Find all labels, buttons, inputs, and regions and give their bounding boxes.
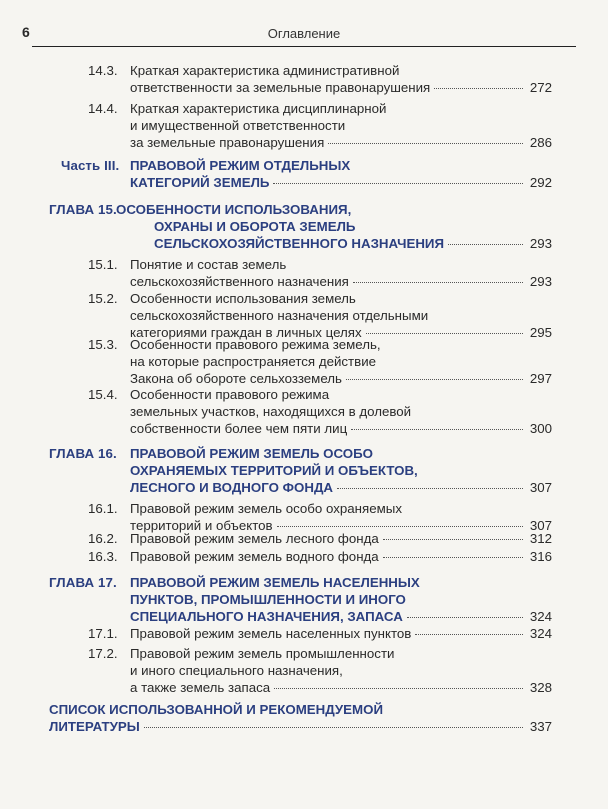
toc-entry-label: ГЛАВА 16. bbox=[49, 446, 117, 461]
toc-entry-title-line: КАТЕГОРИЙ ЗЕМЕЛЬ bbox=[130, 175, 270, 190]
toc-entry-label: 15.2. bbox=[88, 291, 118, 306]
toc-page-number: 300 bbox=[529, 421, 552, 436]
toc-entry bbox=[88, 100, 552, 151]
header-rule bbox=[32, 46, 576, 47]
toc-entry-title-line: за земельные правонарушения bbox=[130, 135, 325, 150]
toc-entry-title-line: земельных участков, находящихся в долевой bbox=[130, 404, 412, 419]
toc-entry-label: 16.2. bbox=[88, 531, 118, 546]
toc-page-number: 293 bbox=[529, 274, 552, 289]
toc-entry-title-line: Правовой режим земель промышленности bbox=[130, 646, 395, 661]
toc-entry-title-line: сельскохозяйственного назначения отдельными bbox=[130, 308, 429, 323]
toc-entry bbox=[88, 256, 552, 290]
dot-leader bbox=[448, 244, 523, 245]
toc-entry-title-line: территорий и объектов bbox=[130, 518, 273, 533]
toc-entry-title-line: и иного специального назначения, bbox=[130, 663, 343, 678]
dot-leader bbox=[383, 539, 523, 540]
toc-entry-title-line: ЛИТЕРАТУРЫ bbox=[49, 719, 140, 734]
toc-entry bbox=[88, 336, 552, 387]
toc-entry-title-line: категориями граждан в личных целях bbox=[130, 325, 362, 340]
toc-entry-title-line: Понятие и состав земель bbox=[130, 257, 287, 272]
toc-entry-label: 17.2. bbox=[88, 646, 118, 661]
toc-entry-title-line: ПРАВОВОЙ РЕЖИМ ЗЕМЕЛЬ ОСОБО bbox=[130, 446, 374, 461]
toc-page-number: 297 bbox=[529, 371, 552, 386]
toc-entry-title-line: СПИСОК ИСПОЛЬЗОВАННОЙ И РЕКОМЕНДУЕМОЙ bbox=[49, 702, 384, 717]
toc-entry-title-line: ПУНКТОВ, ПРОМЫШЛЕННОСТИ И ИНОГО bbox=[130, 592, 406, 607]
toc-entry-title-line: ОХРАНЯЕМЫХ ТЕРРИТОРИЙ И ОБЪЕКТОВ, bbox=[130, 463, 418, 478]
toc-entry bbox=[88, 530, 552, 547]
toc-entry-title-line: собственности более чем пяти лиц bbox=[130, 421, 348, 436]
toc-entry bbox=[88, 645, 552, 696]
toc-entry-title-line: а также земель запаса bbox=[130, 680, 271, 695]
toc-entry bbox=[88, 62, 552, 96]
page-number: 6 bbox=[22, 24, 30, 40]
toc-page-number: 328 bbox=[529, 680, 552, 695]
dot-leader bbox=[353, 282, 523, 283]
toc-entry bbox=[88, 500, 552, 534]
toc-entry-label: Часть III. bbox=[61, 158, 120, 173]
toc-page-number: 312 bbox=[529, 531, 552, 546]
toc-chapter-heading bbox=[49, 574, 552, 625]
dot-leader bbox=[337, 488, 523, 489]
toc-entry-label: 16.3. bbox=[88, 549, 118, 564]
toc-entry-title-line: Правовой режим земель особо охраняемых bbox=[130, 501, 402, 516]
toc-entry-title-line: Правовой режим земель водного фонда bbox=[130, 549, 379, 564]
toc-entry-title-line: Краткая характеристика административной bbox=[130, 63, 400, 78]
toc-entry bbox=[88, 548, 552, 565]
toc-entry-title-line: ПРАВОВОЙ РЕЖИМ ЗЕМЕЛЬ НАСЕЛЕННЫХ bbox=[130, 575, 420, 590]
toc-entry-label: 15.1. bbox=[88, 257, 118, 272]
dot-leader bbox=[274, 688, 523, 689]
toc-entry-label: 14.3. bbox=[88, 63, 118, 78]
dot-leader bbox=[144, 727, 523, 728]
toc-entry-title-line: на которые распространяется действие bbox=[130, 354, 377, 369]
running-header-title: Оглавление bbox=[267, 26, 341, 41]
toc-page-number: 272 bbox=[529, 80, 552, 95]
toc-page-number: 286 bbox=[529, 135, 552, 150]
toc-entry-label: 16.1. bbox=[88, 501, 118, 516]
toc-page-number: 324 bbox=[529, 626, 552, 641]
toc-entry-title-line: ЛЕСНОГО И ВОДНОГО ФОНДА bbox=[130, 480, 334, 495]
toc-entry-label: 15.4. bbox=[88, 387, 118, 402]
toc-entry-title-line: Особенности правового режима bbox=[130, 387, 330, 402]
toc-entry-title-line: Особенности правового режима земель, bbox=[130, 337, 381, 352]
toc-entry-title-line: и имущественной ответственности bbox=[130, 118, 346, 133]
toc-entry-label: 15.3. bbox=[88, 337, 118, 352]
toc-bibliography-heading bbox=[49, 701, 552, 735]
toc-entry-title-line: сельскохозяйственного назначения bbox=[130, 274, 349, 289]
toc-entry-label: ГЛАВА 15. bbox=[49, 202, 117, 217]
toc-page-number: 293 bbox=[529, 236, 552, 251]
toc-entry-label: 17.1. bbox=[88, 626, 118, 641]
dot-leader bbox=[328, 143, 523, 144]
dot-leader bbox=[434, 88, 523, 89]
toc-entry bbox=[88, 625, 552, 642]
toc-entry-title-line: Правовой режим земель лесного фонда bbox=[130, 531, 379, 546]
toc-page-number: 316 bbox=[529, 549, 552, 564]
toc-entry-title-line: СЕЛЬСКОХОЗЯЙСТВЕННОГО НАЗНАЧЕНИЯ bbox=[154, 236, 445, 251]
toc-chapter-heading bbox=[49, 201, 552, 252]
toc-entry-title-line: ОСОБЕННОСТИ ИСПОЛЬЗОВАНИЯ, bbox=[116, 202, 352, 217]
toc-entry-title-line: ПРАВОВОЙ РЕЖИМ ОТДЕЛЬНЫХ bbox=[130, 158, 351, 173]
toc-page-number: 307 bbox=[529, 480, 552, 495]
dot-leader bbox=[415, 634, 523, 635]
dot-leader bbox=[346, 379, 523, 380]
toc-page-number: 307 bbox=[529, 518, 552, 533]
toc-entry-title-line: Правовой режим земель населенных пунктов bbox=[130, 626, 412, 641]
toc-page-number: 324 bbox=[529, 609, 552, 624]
dot-leader bbox=[366, 333, 523, 334]
toc-part-heading bbox=[61, 157, 552, 191]
toc-page-number: 295 bbox=[529, 325, 552, 340]
toc-entry bbox=[88, 386, 552, 437]
dot-leader bbox=[273, 183, 523, 184]
dot-leader bbox=[407, 617, 523, 618]
toc-entry-title-line: ответственности за земельные правонарушения bbox=[130, 80, 431, 95]
toc-entry bbox=[88, 290, 552, 341]
toc-entry-title-line: Закона об обороте сельхозземель bbox=[130, 371, 342, 386]
toc-entry-title-line: СПЕЦИАЛЬНОГО НАЗНАЧЕНИЯ, ЗАПАСА bbox=[130, 609, 403, 624]
toc-entry-title-line: Особенности использования земель bbox=[130, 291, 356, 306]
toc-entry-label: ГЛАВА 17. bbox=[49, 575, 117, 590]
dot-leader bbox=[277, 526, 523, 527]
toc-chapter-heading bbox=[49, 445, 552, 496]
toc-page-number: 292 bbox=[529, 175, 552, 190]
toc-entry-title-line: ОХРАНЫ И ОБОРОТА ЗЕМЕЛЬ bbox=[154, 219, 356, 234]
dot-leader bbox=[383, 557, 523, 558]
toc-entry-label: 14.4. bbox=[88, 101, 118, 116]
dot-leader bbox=[351, 429, 523, 430]
toc-page-number: 337 bbox=[529, 719, 552, 734]
toc-entry-title-line: Краткая характеристика дисциплинарной bbox=[130, 101, 387, 116]
